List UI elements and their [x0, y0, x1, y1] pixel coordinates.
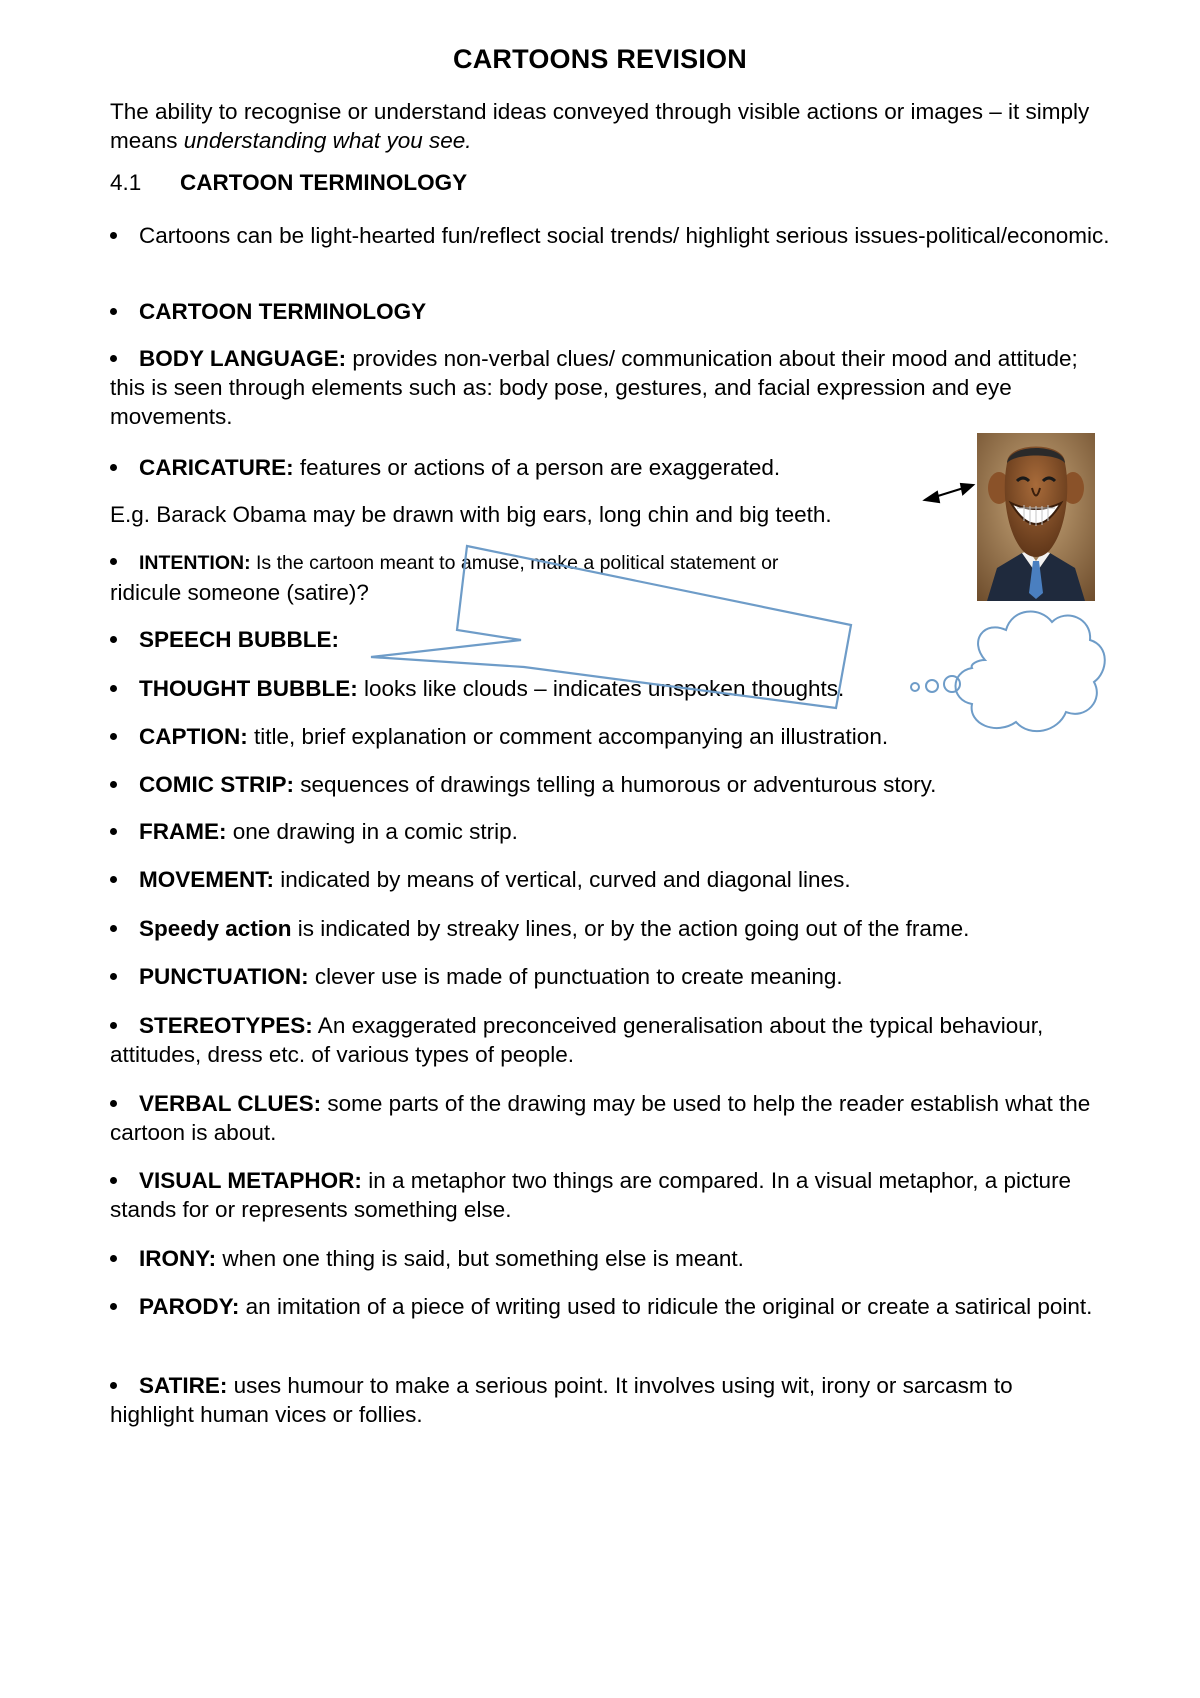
term-item — [110, 1011, 1100, 1069]
term-definition: An exaggerated preconceived generalisation about the typical behaviour, attitudes, dress etc. of various types of people. — [110, 1013, 1044, 1067]
term-item — [110, 865, 1100, 894]
bullet-purpose — [110, 221, 1137, 250]
bullet-icon — [110, 828, 117, 835]
term-item — [110, 1244, 1100, 1273]
term-label: PUNCTUATION: — [139, 964, 309, 989]
term-definition: provides non-verbal clues/ communication about their mood and attitude; this is seen through elements such as: body pose, gestures, and facial expression and eye movements. — [110, 346, 1078, 429]
bullet-icon — [110, 558, 117, 565]
term-label: CAPTION: — [139, 724, 248, 749]
bullet-icon — [110, 1255, 117, 1262]
term-definition: some parts of the drawing may be used to help the reader establish what the cartoon is about. — [110, 1091, 1091, 1145]
term-item — [110, 453, 910, 482]
bullet-icon — [110, 232, 117, 239]
section-heading — [110, 170, 467, 196]
term-definition: an imitation of a piece of writing used to ridicule the original or create a satirical point. — [239, 1294, 1093, 1319]
bullet-icon — [110, 973, 117, 980]
term-label: BODY LANGUAGE: — [139, 346, 347, 371]
page-title: CARTOONS REVISION — [453, 44, 747, 74]
arrow-icon — [925, 484, 973, 502]
term-definition: in a metaphor two things are compared. In a visual metaphor, a picture stands for or represents something else. — [110, 1168, 1072, 1222]
term-item — [110, 1292, 1100, 1321]
intro-paragraph — [110, 97, 1100, 155]
bullet-icon — [110, 1177, 117, 1184]
term-label: SATIRE: — [139, 1373, 228, 1398]
section-number: 4.1 — [110, 170, 142, 195]
bullet-icon — [110, 685, 117, 692]
term-item — [110, 817, 1100, 846]
term-definition: one drawing in a comic strip. — [226, 819, 518, 844]
term-definition: is indicated by streaky lines, or by the action going out of the frame. — [291, 916, 970, 941]
term-definition: sequences of drawings telling a humorous or adventurous story. — [294, 772, 937, 797]
term-label: SPEECH BUBBLE: — [139, 627, 340, 652]
term-label: PARODY: — [139, 1294, 240, 1319]
term-label: MOVEMENT: — [139, 867, 274, 892]
term-item — [110, 1089, 1100, 1147]
purpose-text: Cartoons can be light-hearted fun/reflect social trends/ highlight serious issues-political/economic. — [139, 223, 1110, 248]
term-item — [110, 625, 1100, 654]
bullet-icon — [110, 636, 117, 643]
term-label: FRAME: — [139, 819, 227, 844]
term-label: VISUAL METAPHOR: — [139, 1168, 362, 1193]
section-title: CARTOON TERMINOLOGY — [180, 170, 468, 195]
bullet-icon — [110, 464, 117, 471]
term-definition: features or actions of a person are exaggerated. — [293, 455, 781, 480]
term-label: CARICATURE: — [139, 455, 294, 480]
bullet-icon — [110, 308, 117, 315]
term-label: THOUGHT BUBBLE: — [139, 676, 358, 701]
term-definition: indicated by means of vertical, curved and diagonal lines. — [274, 867, 851, 892]
intro-text: The ability to recognise or understand ideas conveyed through visible actions or images – it simply means — [110, 99, 1090, 153]
term-definition: Is the cartoon meant to amuse, make a political statement or — [250, 552, 779, 574]
term-item — [110, 914, 1100, 943]
bullet-icon — [110, 355, 117, 362]
intention-continuation: ridicule someone (satire)? — [110, 580, 369, 605]
term-definition: looks like clouds – indicates unspoken thoughts. — [357, 676, 845, 701]
term-label: COMIC STRIP: — [139, 772, 294, 797]
term-definition: when one thing is said, but something else is meant. — [216, 1246, 744, 1271]
term-definition: clever use is made of punctuation to create meaning. — [308, 964, 843, 989]
term-item — [110, 344, 1100, 431]
bullet-icon — [110, 925, 117, 932]
term-label: STEREOTYPES: — [139, 1013, 313, 1038]
term-item — [110, 1371, 1100, 1429]
bullet-icon — [110, 1303, 117, 1310]
term-label: IRONY: — [139, 1246, 217, 1271]
intro-emphasis: understanding what you see. — [183, 128, 472, 153]
term-item — [110, 549, 900, 578]
bullet-icon — [110, 1022, 117, 1029]
term-label: Speedy action — [139, 916, 292, 941]
term-item — [110, 722, 1100, 751]
bullet-icon — [110, 1382, 117, 1389]
term-definition: title, brief explanation or comment accompanying an illustration. — [247, 724, 889, 749]
term-item — [110, 674, 1100, 703]
term-label: VERBAL CLUES: — [139, 1091, 322, 1116]
bullet-icon — [110, 781, 117, 788]
bullet-icon — [110, 876, 117, 883]
subheading-text: CARTOON TERMINOLOGY — [139, 299, 427, 324]
caricature-portrait — [977, 433, 1095, 601]
term-item — [110, 770, 1100, 799]
bullet-subheading — [110, 297, 1100, 326]
term-definition: uses humour to make a serious point. It involves using wit, irony or sarcasm to highlight human vices or follies. — [110, 1373, 1013, 1427]
term-item — [110, 1166, 1100, 1224]
bullet-icon — [110, 1100, 117, 1107]
term-label: INTENTION: — [139, 552, 251, 574]
term-item — [110, 962, 1100, 991]
example-line: E.g. Barack Obama may be drawn with big ears, long chin and big teeth. — [110, 502, 832, 527]
bullet-icon — [110, 733, 117, 740]
